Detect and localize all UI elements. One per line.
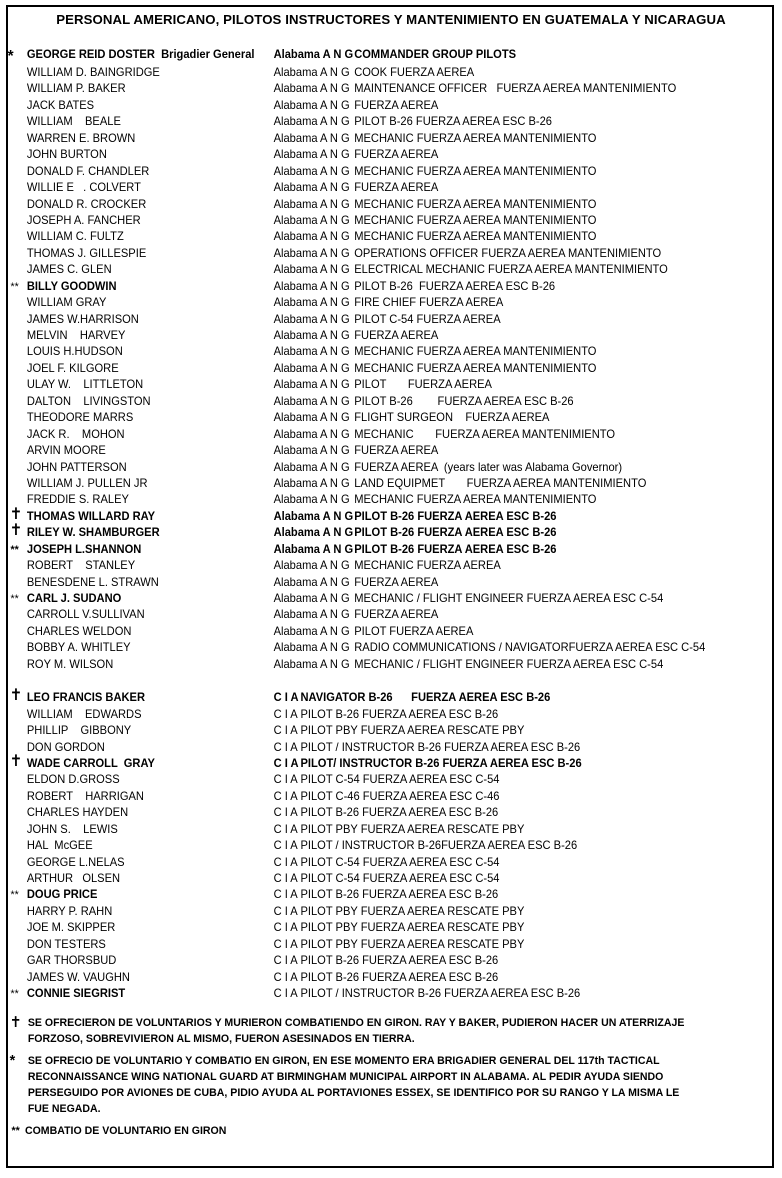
person-role: PILOT C-54 FUERZA AEREA ESC C-54 bbox=[300, 872, 500, 885]
personnel-row bbox=[0, 328, 751, 344]
person-unit: C I A bbox=[273, 839, 298, 853]
footnote-text: SE OFRECIERON DE VOLUNTARIOS Y MURIERON COMBATIENDO EN GIRON. RAY Y BAKER, PUDIERON HACER UN ATERRIZAJE FORZOSO, SOBREVIVIERON AL MISMO, FUERON ASESINADOS EN TIERRA. bbox=[27, 1017, 685, 1045]
person-unit: Alabama A N G bbox=[273, 657, 350, 671]
person-unit: C I A bbox=[273, 756, 299, 770]
personnel-row bbox=[0, 937, 751, 953]
person-unit: Alabama A N G bbox=[273, 378, 350, 392]
person-unit: Alabama A N G bbox=[273, 460, 350, 474]
person-role: PILOT B-26 FUERZA AEREA ESC B-26 bbox=[300, 954, 499, 968]
person-role: FUERZA AEREA bbox=[354, 444, 439, 458]
person-unit: C I A bbox=[273, 789, 298, 803]
person-role: FUERZA AEREA bbox=[354, 98, 439, 112]
person-unit: Alabama A N G bbox=[273, 312, 350, 326]
personnel-row bbox=[0, 805, 751, 821]
person-name: ROY M. WILSON bbox=[26, 657, 114, 671]
personnel-row bbox=[0, 81, 751, 97]
person-unit: Alabama A N G bbox=[273, 575, 350, 589]
person-role: FLIGHT SURGEON FUERZA AEREA bbox=[354, 411, 550, 425]
person-name: DON TESTERS bbox=[26, 937, 106, 951]
personnel-row bbox=[0, 476, 751, 492]
person-unit: Alabama A N G bbox=[273, 361, 350, 375]
person-name: BOBBY A. WHITLEY bbox=[26, 641, 131, 655]
personnel-row bbox=[0, 752, 751, 772]
person-unit: Alabama A N G bbox=[273, 427, 350, 441]
person-unit: C I A bbox=[273, 904, 298, 918]
person-name: BILLY GOODWIN bbox=[26, 279, 117, 293]
person-name: WARREN E. BROWN bbox=[26, 131, 136, 145]
person-name: ROBERT HARRIGAN bbox=[26, 789, 144, 803]
person-name: THEODORE MARRS bbox=[26, 411, 134, 425]
person-name: ULAY W. LITTLETON bbox=[26, 378, 144, 392]
person-role: NAVIGATOR B-26 FUERZA AEREA ESC B-26 bbox=[300, 691, 551, 705]
person-role: FUERZA AEREA bbox=[354, 608, 439, 622]
personnel-row bbox=[0, 772, 751, 788]
personnel-row bbox=[0, 262, 751, 278]
person-unit: C I A bbox=[273, 806, 298, 820]
person-unit: Alabama A N G bbox=[273, 592, 350, 605]
person-role: PILOT/ INSTRUCTOR B-26 FUERZA AEREA ESC B-26 bbox=[300, 756, 582, 770]
footnote-text: SE OFRECIO DE VOLUNTARIO Y COMBATIO EN GIRON, EN ESE MOMENTO ERA BRIGADIER GENERAL DEL 117th TACTICAL RECONNAISSANCE WING NATIONAL GUARD AT BIRMINGHAM MUNICIPAL AIRPORT IN ALABAMA. AL PEDIR AYUDA SIENDO PERSEGUIDO POR AVIONES DE CUBA, PIDIO AYUDA AL PORTAVIONES ESSEX, SE IDENTIFICO POR SU RANGO Y LA MISMA LE FUE NEGADA. bbox=[27, 1055, 680, 1115]
person-name: ARVIN MOORE bbox=[26, 444, 106, 458]
person-unit: Alabama A N G bbox=[273, 230, 350, 244]
person-unit: Alabama A N G bbox=[273, 608, 350, 622]
person-role: FIRE CHIEF FUERZA AEREA bbox=[354, 296, 504, 310]
person-role: OPERATIONS OFFICER FUERZA AEREA MANTENIMIENTO bbox=[354, 246, 662, 260]
cross-icon: ✝ bbox=[9, 505, 23, 523]
personnel-row bbox=[0, 687, 751, 706]
person-unit: Alabama A N G bbox=[273, 181, 350, 195]
personnel-row bbox=[0, 789, 751, 805]
person-unit: Alabama A N G bbox=[273, 246, 350, 260]
person-name: DOUG PRICE bbox=[26, 888, 98, 902]
cross-icon: ✝ bbox=[9, 687, 23, 705]
person-role: PILOT B-26 FUERZA AEREA ESC B-26 bbox=[300, 970, 499, 984]
person-role: FUERZA AEREA bbox=[354, 329, 439, 342]
person-unit: Alabama A N G bbox=[273, 296, 350, 310]
person-name: GAR THORSBUD bbox=[26, 954, 117, 968]
person-name: WILLIAM EDWARDS bbox=[26, 707, 142, 721]
person-name: CARROLL V.SULLIVAN bbox=[26, 608, 145, 622]
personnel-row bbox=[0, 295, 751, 311]
personnel-row bbox=[0, 98, 751, 114]
person-name: JOHN S. LEWIS bbox=[26, 822, 118, 836]
cross-icon: ✝ bbox=[9, 752, 23, 770]
person-role: MECHANIC FUERZA AEREA MANTENIMIENTO bbox=[354, 213, 597, 227]
personnel-row bbox=[0, 657, 751, 673]
person-role: MECHANIC FUERZA AEREA MANTENIMIENTO bbox=[354, 345, 597, 359]
person-unit: Alabama A N G bbox=[273, 164, 350, 178]
personnel-row bbox=[0, 575, 751, 591]
personnel-row bbox=[0, 887, 751, 903]
person-name: JOHN PATTERSON bbox=[26, 460, 127, 474]
person-unit: Alabama A N G bbox=[273, 197, 350, 211]
person-unit: Alabama A N G bbox=[273, 509, 354, 523]
personnel-row bbox=[0, 607, 751, 623]
personnel-row bbox=[0, 427, 751, 443]
person-unit: Alabama A N G bbox=[273, 148, 350, 162]
person-name: THOMAS J. GILLESPIE bbox=[26, 246, 147, 260]
person-name: JACK R. MOHON bbox=[26, 427, 125, 441]
person-unit: C I A bbox=[273, 872, 298, 885]
personnel-row bbox=[0, 871, 751, 887]
personnel-row bbox=[0, 229, 751, 245]
person-name: GEORGE REID DOSTER Brigadier General bbox=[26, 48, 255, 61]
person-unit: Alabama A N G bbox=[273, 411, 350, 425]
personnel-list bbox=[0, 45, 782, 1003]
person-role: LAND EQUIPMET FUERZA AEREA MANTENIMIENTO bbox=[354, 476, 647, 490]
person-role: PILOT PBY FUERZA AEREA RESCATE PBY bbox=[300, 921, 525, 935]
personnel-row bbox=[0, 443, 751, 459]
person-name: THOMAS WILLARD RAY bbox=[26, 509, 156, 523]
person-unit: C I A bbox=[273, 822, 298, 836]
personnel-row bbox=[0, 147, 751, 163]
personnel-row bbox=[0, 246, 751, 262]
person-role: PILOT C-54 FUERZA AEREA bbox=[354, 312, 501, 326]
person-unit: Alabama A N G bbox=[273, 526, 354, 540]
personnel-row bbox=[0, 904, 751, 920]
personnel-row bbox=[0, 542, 751, 558]
cia-section bbox=[0, 687, 782, 1002]
personnel-row bbox=[0, 920, 751, 936]
person-role: PILOT B-26 FUERZA AEREA ESC B-26 bbox=[300, 806, 499, 820]
person-unit: Alabama A N G bbox=[273, 542, 354, 556]
person-role: COOK FUERZA AEREA bbox=[354, 66, 475, 79]
double-asterisk-icon: ** bbox=[10, 889, 19, 902]
person-unit: C I A bbox=[273, 855, 298, 869]
person-role: FUERZA AEREA bbox=[354, 148, 439, 162]
person-name: JOSEPH L.SHANNON bbox=[26, 542, 142, 556]
person-role: PILOT / INSTRUCTOR B-26 FUERZA AEREA ESC B-26 bbox=[300, 740, 581, 754]
person-role: PILOT B-26 FUERZA AEREA ESC B-26 bbox=[354, 115, 552, 129]
person-role: MECHANIC FUERZA AEREA MANTENIMIENTO bbox=[354, 230, 597, 244]
person-unit: C I A bbox=[273, 724, 298, 738]
person-role: PILOT PBY FUERZA AEREA RESCATE PBY bbox=[300, 822, 525, 836]
person-unit: C I A bbox=[273, 740, 298, 754]
personnel-row bbox=[0, 953, 751, 969]
personnel-row bbox=[0, 822, 751, 838]
person-unit: Alabama A N G bbox=[273, 641, 350, 655]
person-role: PILOT PBY FUERZA AEREA RESCATE PBY bbox=[300, 937, 525, 951]
person-role: FUERZA AEREA (years later was Alabama Governor) bbox=[354, 460, 623, 474]
person-name: JOSEPH A. FANCHER bbox=[26, 213, 141, 227]
person-name: ROBERT STANLEY bbox=[26, 559, 136, 573]
personnel-row bbox=[0, 131, 751, 147]
person-name: WILLIAM BEALE bbox=[26, 115, 121, 129]
person-name: JOE M. SKIPPER bbox=[26, 921, 116, 935]
person-unit: C I A bbox=[273, 773, 298, 787]
person-unit: Alabama A N G bbox=[273, 131, 350, 145]
double-asterisk-icon: ** bbox=[10, 543, 19, 556]
person-role: PILOT C-54 FUERZA AEREA ESC C-54 bbox=[300, 773, 500, 787]
personnel-row bbox=[0, 707, 751, 723]
person-name: DONALD F. CHANDLER bbox=[26, 164, 150, 178]
person-name: ARTHUR OLSEN bbox=[26, 872, 121, 885]
personnel-row bbox=[0, 312, 751, 328]
person-unit: Alabama A N G bbox=[273, 98, 350, 112]
person-name: CARL J. SUDANO bbox=[26, 592, 122, 605]
person-name: JOHN BURTON bbox=[26, 148, 107, 162]
person-name: HAL McGEE bbox=[26, 839, 93, 853]
person-name: WILLIAM C. FULTZ bbox=[26, 230, 124, 244]
person-name: JAMES W.HARRISON bbox=[26, 312, 139, 326]
person-unit: C I A bbox=[273, 888, 298, 902]
person-unit: Alabama A N G bbox=[273, 115, 350, 129]
section-gap bbox=[0, 673, 782, 690]
person-unit: Alabama A N G bbox=[273, 394, 350, 408]
person-name: ELDON D.GROSS bbox=[26, 773, 120, 787]
person-name: JAMES C. GLEN bbox=[26, 263, 112, 277]
person-unit: C I A bbox=[273, 937, 298, 951]
person-role: ELECTRICAL MECHANIC FUERZA AEREA MANTENIMIENTO bbox=[354, 263, 668, 277]
person-name: JACK BATES bbox=[26, 98, 95, 112]
personnel-row bbox=[0, 624, 751, 640]
person-role: MECHANIC / FLIGHT ENGINEER FUERZA AEREA ESC C-54 bbox=[354, 592, 664, 605]
person-role: RADIO COMMUNICATIONS / NAVIGATORFUERZA AEREA ESC C-54 bbox=[354, 641, 706, 655]
double-asterisk-icon: ** bbox=[11, 1125, 20, 1137]
personnel-row bbox=[0, 522, 751, 541]
personnel-row bbox=[0, 164, 751, 180]
person-unit: Alabama A N G bbox=[273, 559, 350, 573]
page-title: PERSONAL AMERICANO, PILOTOS INSTRUCTORES Y MANTENIMIENTO EN GUATEMALA Y NICARAGUA bbox=[56, 12, 726, 27]
personnel-row bbox=[0, 723, 751, 739]
personnel-row bbox=[0, 361, 751, 377]
person-role: MECHANIC FUERZA AEREA MANTENIMIENTO bbox=[354, 164, 597, 178]
person-name: LOUIS H.HUDSON bbox=[26, 345, 123, 359]
double-asterisk-icon: ** bbox=[10, 593, 19, 605]
person-role: FUERZA AEREA bbox=[354, 575, 439, 589]
person-name: WILLIE E . COLVERT bbox=[26, 181, 141, 195]
person-name: WILLIAM J. PULLEN JR bbox=[26, 476, 148, 490]
person-role: PILOT B-26 FUERZA AEREA ESC B-26 bbox=[354, 279, 556, 293]
person-unit: Alabama A N G bbox=[273, 213, 350, 227]
person-name: LEO FRANCIS BAKER bbox=[26, 691, 145, 705]
personnel-row bbox=[0, 505, 751, 525]
person-name: HARRY P. RAHN bbox=[26, 904, 113, 918]
personnel-row bbox=[0, 640, 751, 656]
person-unit: C I A bbox=[273, 921, 298, 935]
personnel-row bbox=[0, 394, 751, 410]
person-role: COMMANDER GROUP PILOTS bbox=[354, 48, 517, 61]
person-name: DONALD R. CROCKER bbox=[26, 197, 147, 211]
person-role: MECHANIC FUERZA AEREA MANTENIMIENTO bbox=[354, 361, 597, 375]
person-unit: C I A bbox=[273, 970, 298, 984]
person-name: JAMES W. VAUGHN bbox=[26, 970, 130, 984]
person-unit: C I A bbox=[273, 691, 299, 705]
personnel-row bbox=[0, 279, 751, 295]
person-role: PILOT PBY FUERZA AEREA RESCATE PBY bbox=[300, 724, 525, 738]
asterisk-icon: * bbox=[9, 1052, 16, 1069]
personnel-row bbox=[0, 45, 751, 65]
footnotes bbox=[0, 1015, 782, 1145]
personnel-row bbox=[0, 344, 751, 360]
double-asterisk-icon: ** bbox=[10, 280, 19, 293]
person-role: MECHANIC FUERZA AEREA MANTENIMIENTO bbox=[354, 131, 597, 145]
person-role: PILOT PBY FUERZA AEREA RESCATE PBY bbox=[300, 904, 525, 918]
person-name: BENESDENE L. STRAWN bbox=[26, 575, 159, 589]
personnel-row bbox=[0, 558, 751, 574]
personnel-row bbox=[0, 213, 751, 229]
personnel-row bbox=[0, 65, 751, 81]
person-name: DON GORDON bbox=[26, 740, 105, 754]
ang-section bbox=[0, 45, 782, 673]
personnel-row bbox=[0, 740, 751, 756]
person-role: PILOT B-26 FUERZA AEREA ESC B-26 bbox=[354, 509, 557, 523]
person-name: DALTON LIVINGSTON bbox=[26, 394, 151, 408]
person-role: PILOT B-26 FUERZA AEREA ESC B-26 bbox=[300, 888, 499, 902]
person-unit: Alabama A N G bbox=[273, 82, 350, 96]
person-unit: Alabama A N G bbox=[273, 279, 350, 293]
person-role: PILOT C-54 FUERZA AEREA ESC C-54 bbox=[300, 855, 500, 869]
person-name: FREDDIE S. RALEY bbox=[26, 493, 129, 507]
double-asterisk-icon: ** bbox=[10, 988, 19, 1001]
cross-icon: ✝ bbox=[9, 522, 23, 540]
person-role: PILOT / INSTRUCTOR B-26FUERZA AEREA ESC B-26 bbox=[300, 839, 578, 853]
footnote bbox=[0, 1053, 751, 1117]
personnel-row bbox=[0, 460, 751, 476]
personnel-row bbox=[0, 855, 751, 871]
person-role: PILOT B-26 FUERZA AEREA ESC B-26 bbox=[354, 542, 557, 556]
person-unit: Alabama A N G bbox=[273, 66, 350, 79]
person-unit: Alabama A N G bbox=[273, 345, 350, 359]
person-role: PILOT / INSTRUCTOR B-26 FUERZA AEREA ESC B-26 bbox=[300, 987, 581, 1001]
personnel-row bbox=[0, 970, 751, 986]
person-name: GEORGE L.NELAS bbox=[26, 855, 125, 869]
person-name: JOEL F. KILGORE bbox=[26, 361, 119, 375]
cross-icon: ✝ bbox=[9, 1014, 22, 1031]
person-unit: Alabama A N G bbox=[273, 624, 350, 638]
personnel-row bbox=[0, 114, 751, 130]
personnel-row bbox=[0, 986, 751, 1002]
person-name: CHARLES HAYDEN bbox=[26, 806, 129, 820]
person-name: RILEY W. SHAMBURGER bbox=[26, 526, 160, 540]
person-name: PHILLIP GIBBONY bbox=[26, 724, 132, 738]
footnote bbox=[0, 1123, 751, 1139]
personnel-row bbox=[0, 410, 751, 426]
person-unit: Alabama A N G bbox=[273, 263, 350, 277]
person-name: WILLIAM GRAY bbox=[26, 296, 107, 310]
person-name: CHARLES WELDON bbox=[26, 624, 132, 638]
person-role: MECHANIC FUERZA AEREA bbox=[354, 559, 501, 573]
person-unit: Alabama A N G bbox=[273, 444, 350, 458]
person-role: MAINTENANCE OFFICER FUERZA AEREA MANTENIMIENTO bbox=[354, 82, 677, 96]
person-role: MECHANIC / FLIGHT ENGINEER FUERZA AEREA ESC C-54 bbox=[354, 657, 664, 671]
personnel-row bbox=[0, 180, 751, 196]
person-role: MECHANIC FUERZA AEREA MANTENIMIENTO bbox=[354, 197, 597, 211]
personnel-row bbox=[0, 197, 751, 213]
person-unit: Alabama A N G bbox=[273, 493, 350, 507]
person-name: WADE CARROLL GRAY bbox=[26, 756, 155, 770]
person-name: MELVIN HARVEY bbox=[26, 329, 126, 342]
person-unit: C I A bbox=[273, 954, 298, 968]
person-role: PILOT FUERZA AEREA bbox=[354, 378, 492, 392]
person-role: PILOT FUERZA AEREA bbox=[354, 624, 474, 638]
person-role: MECHANIC FUERZA AEREA MANTENIMIENTO bbox=[354, 427, 616, 441]
person-role: MECHANIC FUERZA AEREA MANTENIMIENTO bbox=[354, 493, 597, 507]
person-role: PILOT C-46 FUERZA AEREA ESC C-46 bbox=[300, 789, 500, 803]
person-role: PILOT B-26 FUERZA AEREA ESC B-26 bbox=[300, 707, 499, 721]
person-name: CONNIE SIEGRIST bbox=[26, 987, 126, 1001]
person-unit: Alabama A N G bbox=[273, 329, 350, 342]
person-role: PILOT B-26 FUERZA AEREA ESC B-26 bbox=[354, 394, 574, 408]
person-unit: C I A bbox=[273, 707, 298, 721]
person-unit: C I A bbox=[273, 987, 298, 1001]
asterisk-icon: * bbox=[7, 48, 14, 65]
person-unit: Alabama A N G bbox=[273, 476, 350, 490]
person-name: WILLIAM D. BAINGRIDGE bbox=[26, 66, 160, 79]
personnel-row bbox=[0, 377, 751, 393]
footnote-text: COMBATIO DE VOLUNTARIO EN GIRON bbox=[24, 1125, 227, 1137]
personnel-row bbox=[0, 838, 751, 854]
person-role: PILOT B-26 FUERZA AEREA ESC B-26 bbox=[354, 526, 557, 540]
personnel-row bbox=[0, 591, 751, 607]
person-name: WILLIAM P. BAKER bbox=[26, 82, 126, 96]
personnel-row bbox=[0, 492, 751, 508]
person-unit: Alabama A N G bbox=[273, 48, 354, 61]
footnote bbox=[0, 1015, 751, 1047]
person-role: FUERZA AEREA bbox=[354, 181, 439, 195]
